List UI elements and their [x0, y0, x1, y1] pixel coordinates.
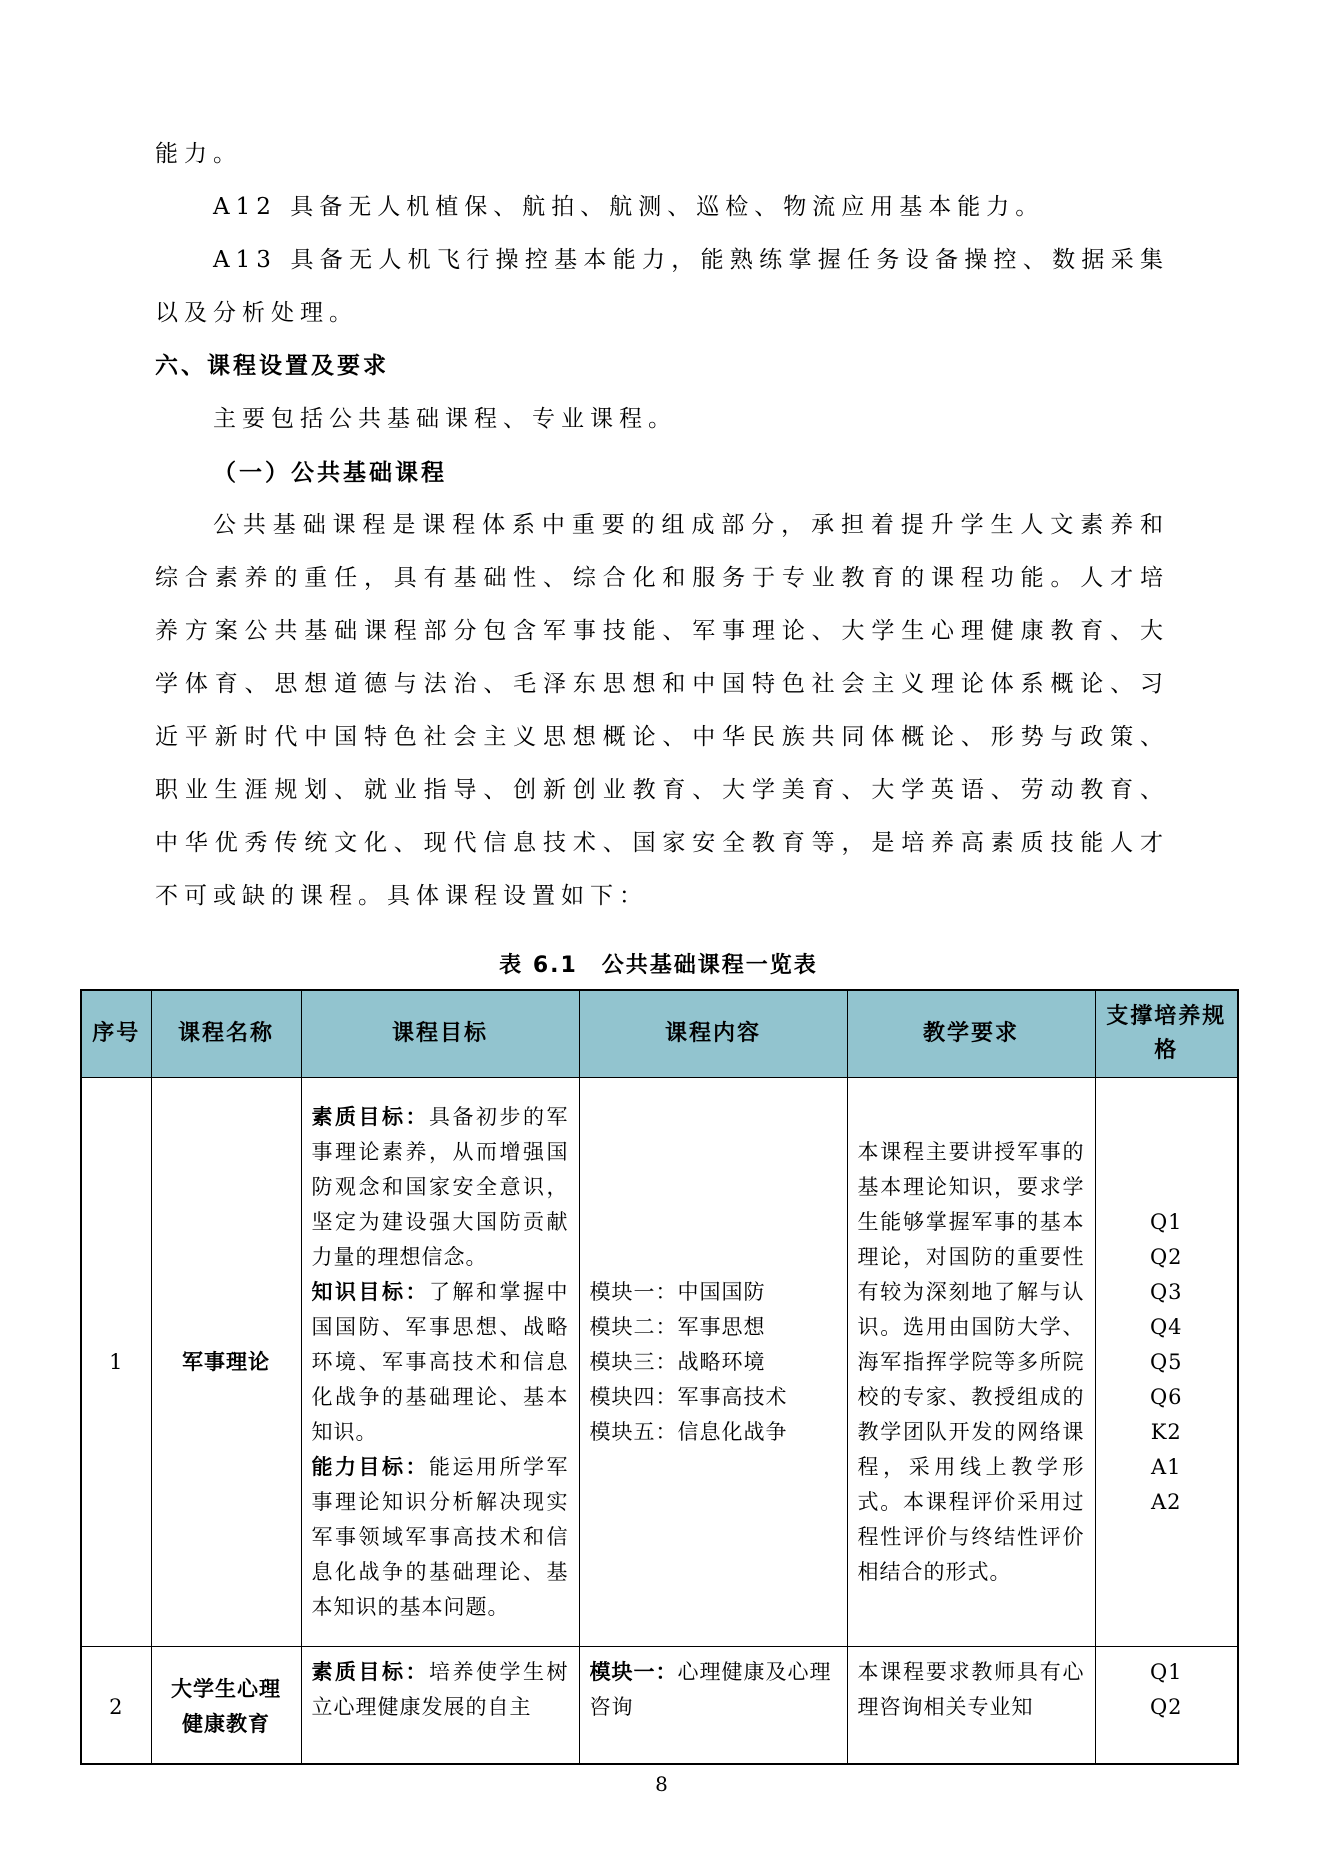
spec-code: Q5 — [1149, 1349, 1183, 1374]
goal-ability: 能力目标：能运用所学军事理论知识分析解决现实军事领域军事高技术和信息化战争的基础理论、基本知识的基本问题。 — [311, 1454, 569, 1619]
paragraph-a12: A12 具备无人机植保、航拍、航测、巡检、物流应用基本能力。 — [213, 194, 1045, 220]
cell-no: 1 — [81, 1078, 151, 1647]
header-teaching-requirements: 教学要求 — [847, 990, 1095, 1078]
spec-code: Q2 — [1149, 1695, 1183, 1719]
spec-code: Q6 — [1149, 1384, 1183, 1409]
header-supported-specs: 支撑培养规格 — [1095, 990, 1238, 1078]
clipped-cell-content — [312, 1655, 569, 1725]
table-row — [81, 1078, 1238, 1647]
module-item: 模块三：战略环境 — [589, 1349, 766, 1374]
cell-teaching-requirements: 本课程主要讲授军事的基本理论知识，要求学生能够掌握军事的基本理论，对国防的重要性有较为深刻地了解与认识。选用由国防大学、海军指挥学院等多所院校的专家、教授组成的教学团队开发的网络课程，采用线上教学形式。本课程评价采用过程性评价与终结性评价相结合的形式。 — [847, 1078, 1095, 1647]
table-row — [81, 1647, 1238, 1765]
course-table-section — [80, 948, 1237, 1765]
module-item: 模块二：军事思想 — [589, 1314, 766, 1339]
table-title: 表 6.1 公共基础课程一览表 — [499, 953, 818, 978]
page-number: 8 — [655, 1772, 668, 1796]
cell-teaching-requirements: 本课程要求教师具有心理咨询相关专业知 — [847, 1647, 1095, 1765]
course-table — [80, 989, 1239, 1765]
cell-course-content — [579, 1647, 847, 1765]
subsection-heading: （一）公共基础课程 — [213, 459, 447, 486]
spec-code: Q1 — [1149, 1660, 1183, 1684]
spec-code: A2 — [1150, 1489, 1182, 1514]
body-text — [155, 128, 1169, 923]
cell-course-content — [579, 1078, 847, 1647]
paragraph-overview: 主要包括公共基础课程、专业课程。 — [213, 406, 677, 432]
module-item: 模块四：军事高技术 — [589, 1384, 788, 1409]
spec-code: A1 — [1150, 1454, 1182, 1479]
spec-code: Q3 — [1149, 1279, 1183, 1304]
module-item: 模块一：中国国防 — [589, 1279, 766, 1304]
paragraph-continuation: 能力。 — [155, 141, 242, 167]
goal-quality: 素质目标：培养使学生树立心理健康发展的自主 — [311, 1660, 569, 1719]
spec-code: K2 — [1150, 1419, 1182, 1444]
cell-no: 2 — [81, 1647, 151, 1765]
paragraph-a13: A13 具备无人机飞行操控基本能力，能熟练掌握任务设备操控、数据采集以及分析处理。 — [155, 247, 1169, 326]
goal-knowledge: 知识目标：了解和掌握中国国防、军事思想、战略环境、军事高技术和信息化战争的基础理论、基本知识。 — [311, 1279, 569, 1444]
spec-code: Q4 — [1149, 1314, 1183, 1339]
module-item: 模块五：信息化战争 — [589, 1419, 788, 1444]
cell-course-goals — [301, 1078, 579, 1647]
section-heading: 六、课程设置及要求 — [155, 353, 389, 379]
header-no: 序号 — [81, 990, 151, 1078]
cell-course-name: 大学生心理健康教育 — [151, 1647, 301, 1765]
module-item-text: 心理健康及心理咨询 — [589, 1660, 832, 1719]
module-item-label: 模块一： — [589, 1660, 678, 1684]
header-course-name: 课程名称 — [151, 990, 301, 1078]
cell-course-goals — [301, 1647, 579, 1765]
clipped-cell-content — [590, 1655, 837, 1725]
spec-code: Q1 — [1149, 1209, 1183, 1234]
paragraph-basic-courses: 公共基础课程是课程体系中重要的组成部分，承担着提升学生人文素养和综合素养的重任，具有基础性、综合化和服务于专业教育的课程功能。人才培养方案公共基础课程部分包含军事技能、军事理论、大学生心理健康教育、大学体育、思想道德与法治、毛泽东思想和中国特色社会主义理论体系概论、习近平新时代中国特色社会主义思想概论、中华民族共同体概论、形势与政策、职业生涯规划、就业指导、创新创业教育、大学美育、大学英语、劳动教育、中华优秀传统文化、现代信息技术、国家安全教育等，是培养高素质技能人才不可或缺的课程。具体课程设置如下： — [155, 512, 1169, 909]
goal-quality: 素质目标：具备初步的军事理论素养，从而增强国防观念和国家安全意识，坚定为建设强大国防贡献力量的理想信念。 — [311, 1104, 569, 1269]
cell-supported-specs — [1095, 1647, 1238, 1765]
cell-course-name: 军事理论 — [151, 1078, 301, 1647]
cell-supported-specs — [1095, 1078, 1238, 1647]
spec-code: Q2 — [1149, 1244, 1183, 1269]
table-header-row — [81, 990, 1238, 1078]
header-course-content: 课程内容 — [579, 990, 847, 1078]
header-course-goals: 课程目标 — [301, 990, 579, 1078]
